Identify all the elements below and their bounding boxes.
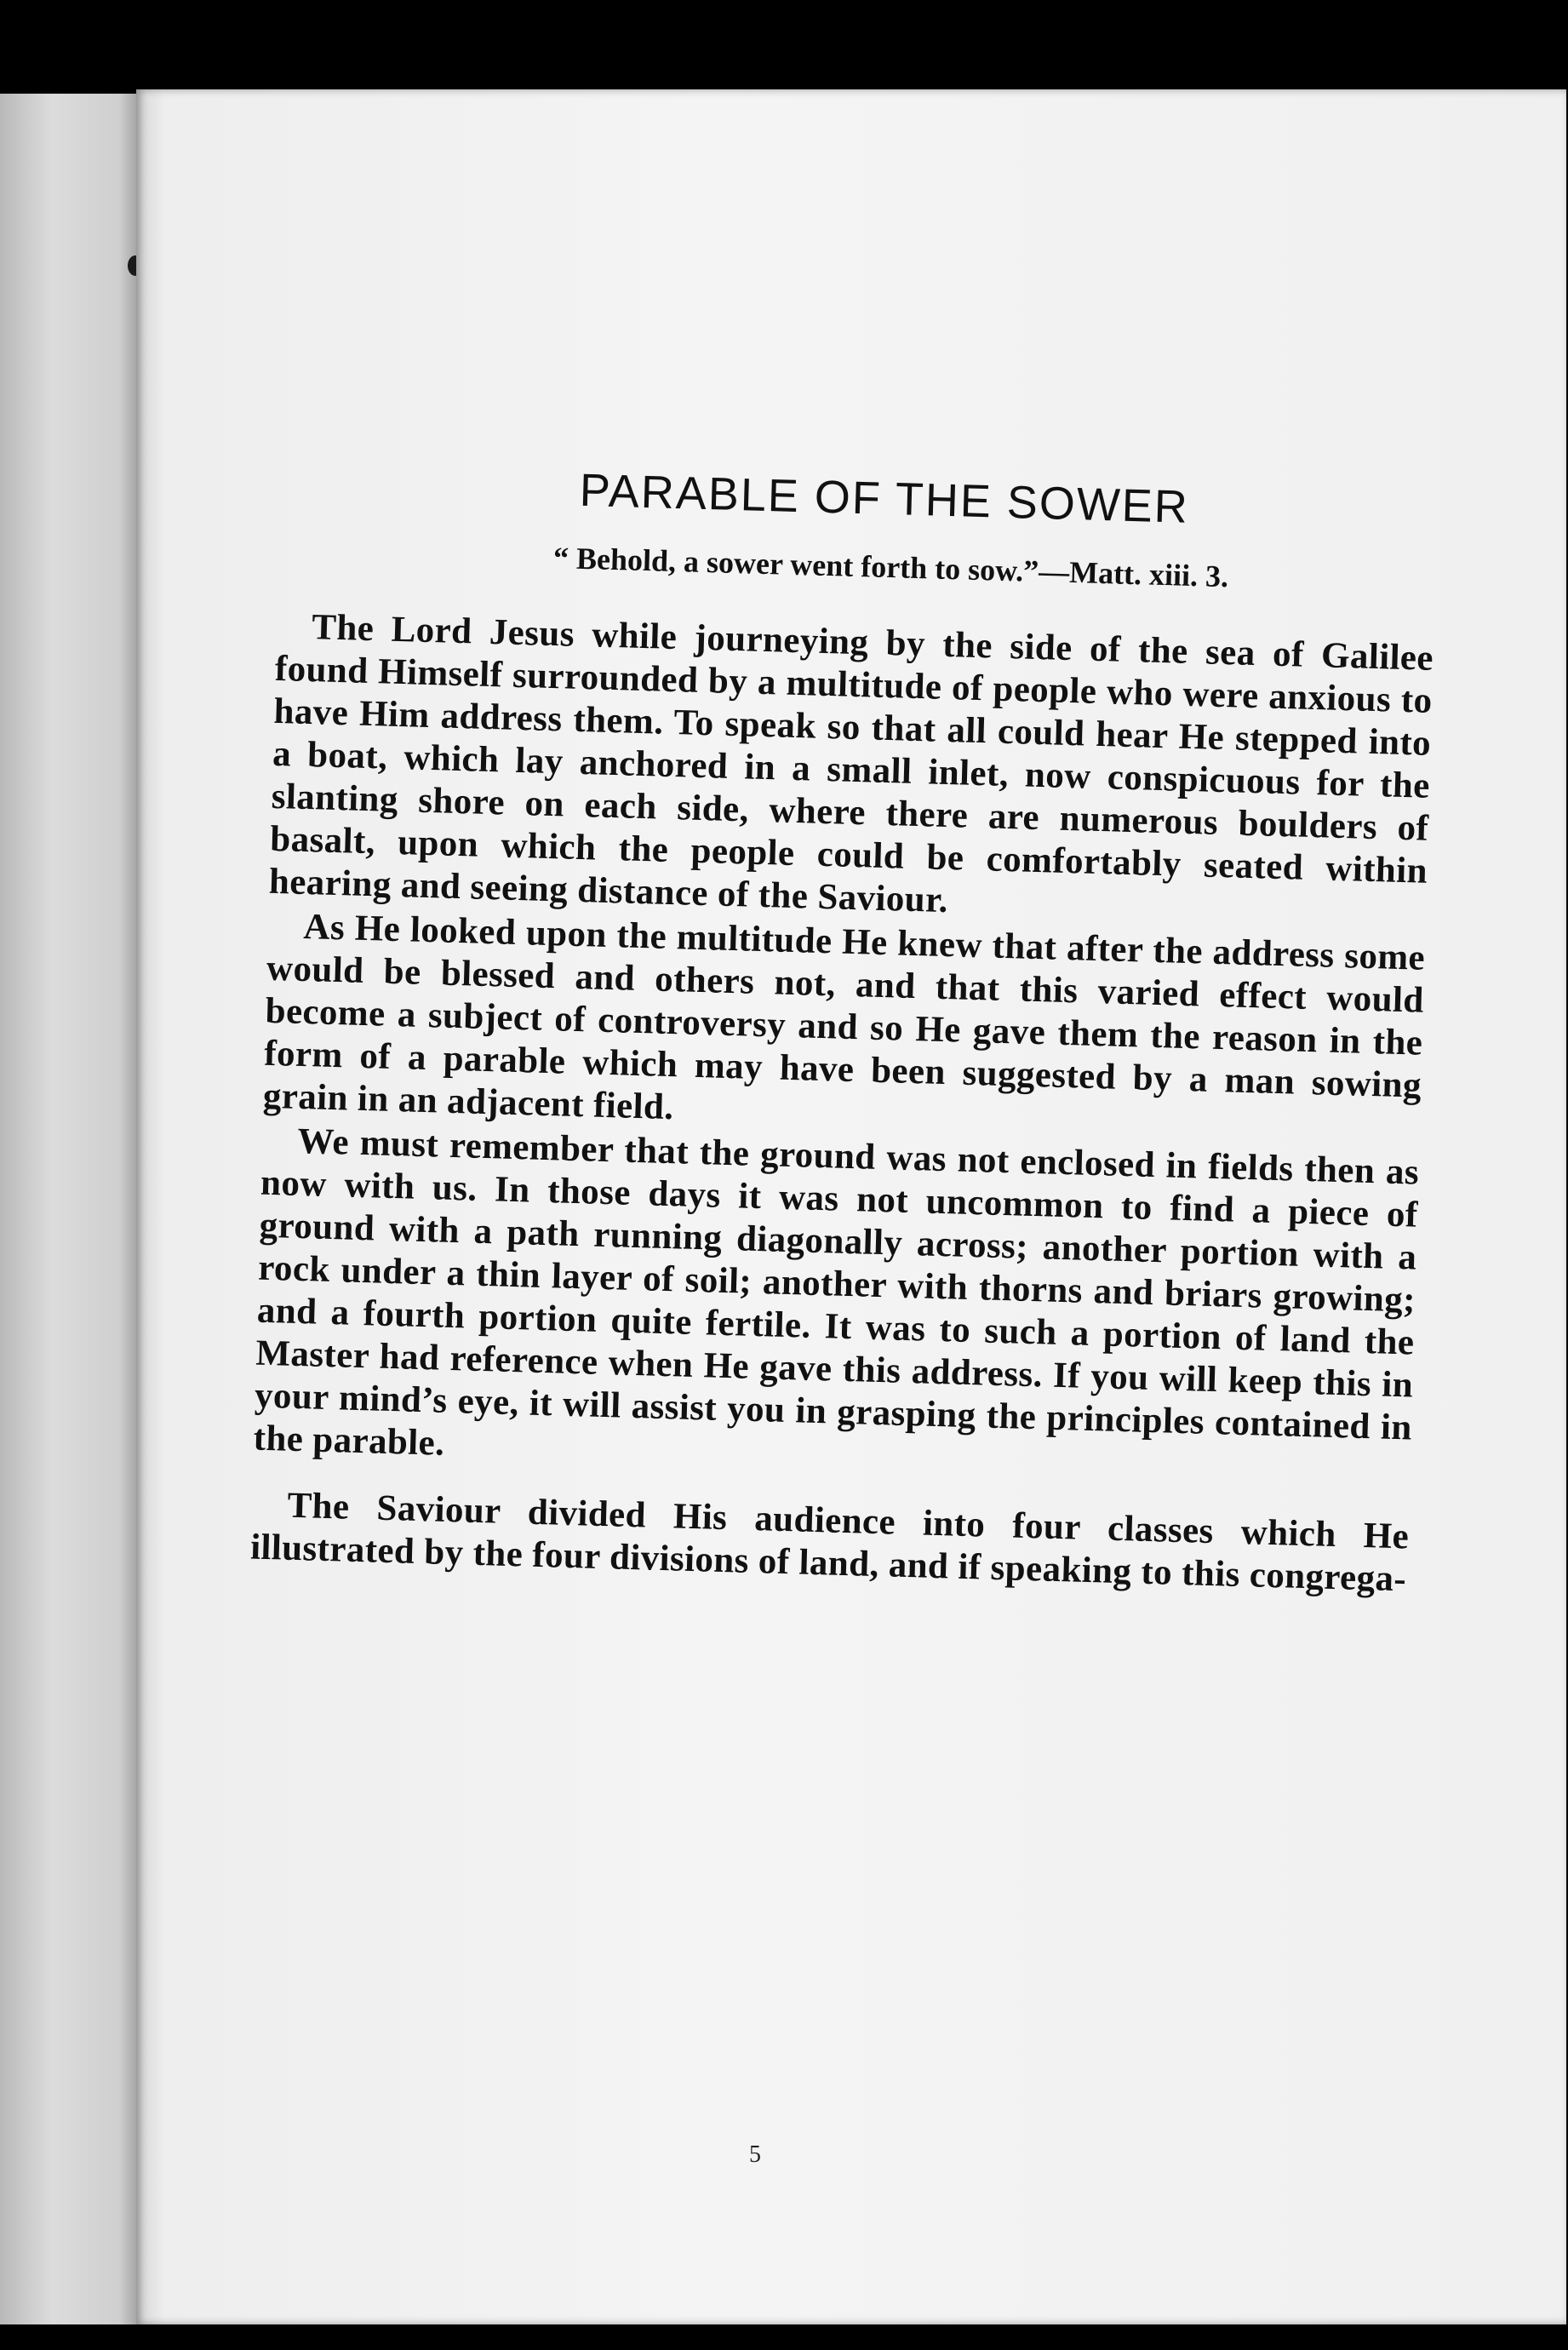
- body-paragraph: The Saviour divided His audience into four classes which He illustrated by the four divisions of land, and if speaking to this congrega-: [249, 1485, 1410, 1600]
- page-title: PARABLE OF THE SOWER: [579, 464, 1190, 533]
- body-paragraph: We must remember that the ground was not enclosed in fields then as now with us. In those days it was not uncommon to find a piece of ground with a path running diagonally across; another portion with a rock under a thin layer of soil; another with thorns and briars growing; and a fourth portion quite fertile. It was to such a portion of land the Master had reference when He gave this address. If you will keep this in your mind’s eye, it will assist you in grasping the principles contained in the parable.: [253, 1121, 1420, 1464]
- epigraph-quote: “ Behold, a sower went forth to sow.”—Matt. xiii. 3.: [552, 540, 1229, 594]
- body-paragraph: The Lord Jesus while journeying by the side of the sea of Galilee found Himself surrounded by a multitude of people who were anxious to have Him address them. To speak so that all could hear He stepped into a boat, which lay anchored in a small inlet, now conspicuous for the slanting shore on each side, where there are numerous boulders of basalt, upon which the people could be comfortably seated within hearing and seeing distance of the Saviour.: [268, 607, 1434, 921]
- facing-page-edge: [0, 94, 149, 2324]
- page-number: 5: [749, 2141, 761, 2168]
- body-paragraph: As He looked upon the multitude He knew that after the address some would be blessed and others not, and that this varied effect would become a subject of controversy and so He gave them the reason in the form of a parable which may have been suggested by a man sowing grain in an adjacent field.: [262, 906, 1426, 1128]
- book-page: [136, 89, 1566, 2324]
- page-content: [249, 456, 1438, 1601]
